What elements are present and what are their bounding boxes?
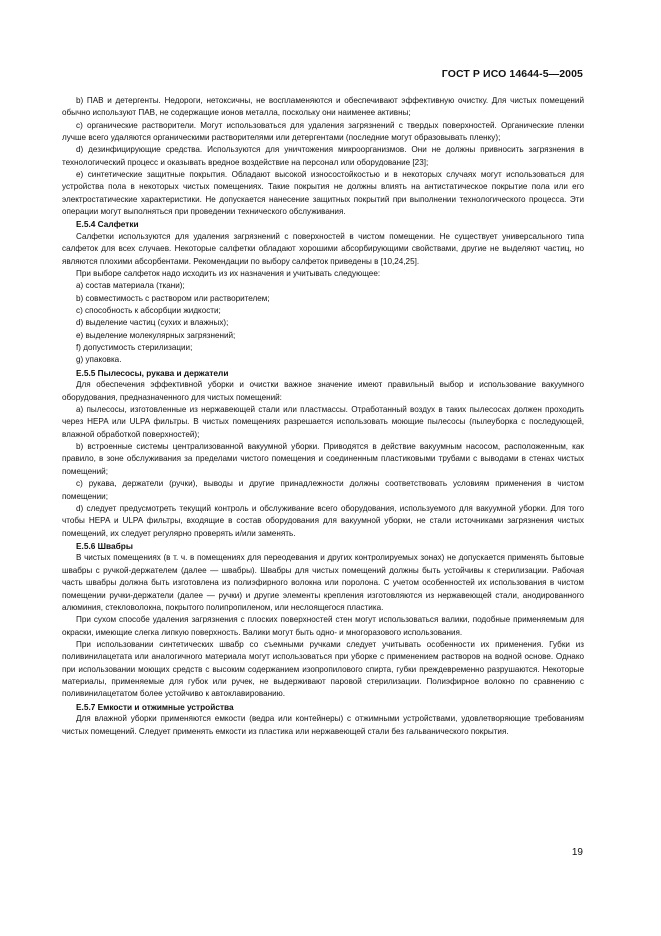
e56-paragraph-2: При сухом способе удаления загрязнения с плоских поверхностей стен могут использоваться валики, подобные применяемым для окраски, имеющие слегка липкую поверхность. Валики могут быть одно- и многоразового использования. [62, 615, 584, 637]
e54-list-item: b) совместимость с раствором или растворителем; [76, 293, 270, 303]
paragraph-d: d) дезинфицирующие средства. Используются для уничтожения микроорганизмов. Они не должны привносить загрязнения в технологический процесс и оказывать вредное воздействие на персонал или оборудование [23]; [62, 145, 584, 167]
e54-list-item: e) выделение молекулярных загрязнений; [76, 330, 236, 340]
e54-list-item: f) допустимость стерилизации; [76, 343, 193, 353]
paragraph-e: e) синтетические защитные покрытия. Обладают высокой износостойкостью и в некоторых случаях могут использоваться для устройства пола в некоторых чистых помещениях. Такие покрытия не должны влиять на антистатическое покрытие пола или его электростатические характеристики. Не допускается нанесение защитных покрытий при выполнении технологического процесса. Эти операции могут выполняться при проведении технического обслуживания. [62, 170, 584, 217]
e54-list-item: c) способность к абсорбции жидкости; [76, 306, 221, 316]
e55-item-b: b) встроенные системы централизованной вакуумной уборки. Приводятся в действие вакуумным насосом, расположенным, как правило, в зоне обслуживания за пределами чистого помещения и соединенным пластиковыми трубами с выводами в стенах чистых помещений; [62, 442, 584, 476]
heading-e54: Е.5.4 Салфетки [76, 219, 139, 230]
heading-e55: Е.5.5 Пылесосы, рукава и держатели [76, 367, 229, 378]
standard-header: ГОСТ Р ИСО 14644-5—2005 [441, 68, 583, 80]
e55-item-a: a) пылесосы, изготовленные из нержавеющей стали или пластмассы. Отработанный воздух в таких пылесосах должен проходить через HEPA или ULPA фильтры. В чистых помещениях разрешается использовать моющие пылесосы (пылеуборка с последующей, влажной обработкой поверхностей); [62, 405, 584, 439]
e54-paragraph-2: При выборе салфеток надо исходить из их назначения и учитывать следующее: [76, 269, 381, 279]
e55-item-c: c) рукава, держатели (ручки), выводы и другие принадлежности должны соответствовать условиям применения в чистом помещении; [62, 479, 584, 501]
e54-list-item: g) упаковка. [76, 355, 122, 365]
heading-e57: Е.5.7 Емкости и отжимные устройства [76, 701, 234, 712]
paragraph-b: b) ПАВ и детергенты. Недороги, нетоксичны, не воспламеняются и обеспечивают эффективную очистку. Для чистых помещений обычно используют ПАВ, не содержащие ионов металла, поскольку они наименее активны; [62, 96, 584, 118]
e57-paragraph-1: Для влажной уборки применяются емкости (ведра или контейнеры) с отжимными устройствами, удовлетворяющие требованиям чистых помещений. Следует применять емкости из пластика или нержавеющей стали без гальванического покрытия. [62, 714, 584, 736]
paragraph-c: c) органические растворители. Могут использоваться для удаления загрязнений с твердых поверхностей. Органические пленки лучше всего удаляются органическими растворителями или детергентами (последние могут образовывать пленку); [62, 120, 584, 143]
e56-paragraph-1: В чистых помещениях (в т. ч. в помещениях для переодевания и других контролируемых зонах) не допускается применять бытовые швабры с ручкой-держателем (далее — швабры). Швабры для чистых помещений должны быть устойчивы к стерилизации. Рабочая часть швабры должна быть изготовлена из полиэфирного волокна или поролона. С учетом особенностей их использования в чистом помещении ручки-держатели (далее — ручки) и другие элементы крепления изготовляются из нержавеющей стали, анодированного алюминия, стекловолокна, покрытого полипропиленом, или неслоящегося пластика. [62, 553, 584, 612]
page-number: 19 [571, 847, 583, 858]
page-content [62, 95, 584, 738]
e54-list-item: d) выделение частиц (сухих и влажных); [76, 318, 229, 328]
e54-paragraph-1: Салфетки используются для удаления загрязнений с поверхностей в чистом помещении. Не существует универсального типа салфеток для всех случаев. Некоторые салфетки обладают хорошими абсорбирующими свойствами, другие не выделяют частиц, но являются плохими абсорбентами. Рекомендации по выбору салфеток приведены в [10,24,25]. [62, 232, 584, 266]
e56-paragraph-3: При использовании синтетических швабр со съемными ручками следует учитывать особенности их применения. Губки из поливинилацетата или аналогичного материала могут использоваться при уборке с применением растворов на водной основе. Однако при использовании моющих средств с высоким содержанием изопропилового спирта, губки преждевременно разрушаются. Некоторые материалы, применяемые для губок или ручек, не выдерживают паровой стерилизации. Полиэфирное волокно по сравнению с поливинилацетатом более устойчиво к автоклавированию. [62, 639, 584, 699]
e55-paragraph-1: Для обеспечения эффективной уборки и очистки важное значение имеют правильный выбор и использование вакуумного оборудования, предназначенного для чистых помещений: [62, 380, 584, 402]
e55-item-d: d) следует предусмотреть текущий контроль и обслуживание всего оборудования, используемого для вакуумной уборки. Для того чтобы HEPA и ULPA фильтры, входящие в состав оборудования для вакуумной уборки, не стали источниками загрязнения чистых помещений, их следует регулярно проверять и/или заменять. [62, 503, 584, 538]
heading-e56: Е.5.6 Швабры [76, 540, 133, 551]
e54-list-item: a) состав материала (ткани); [76, 281, 185, 291]
